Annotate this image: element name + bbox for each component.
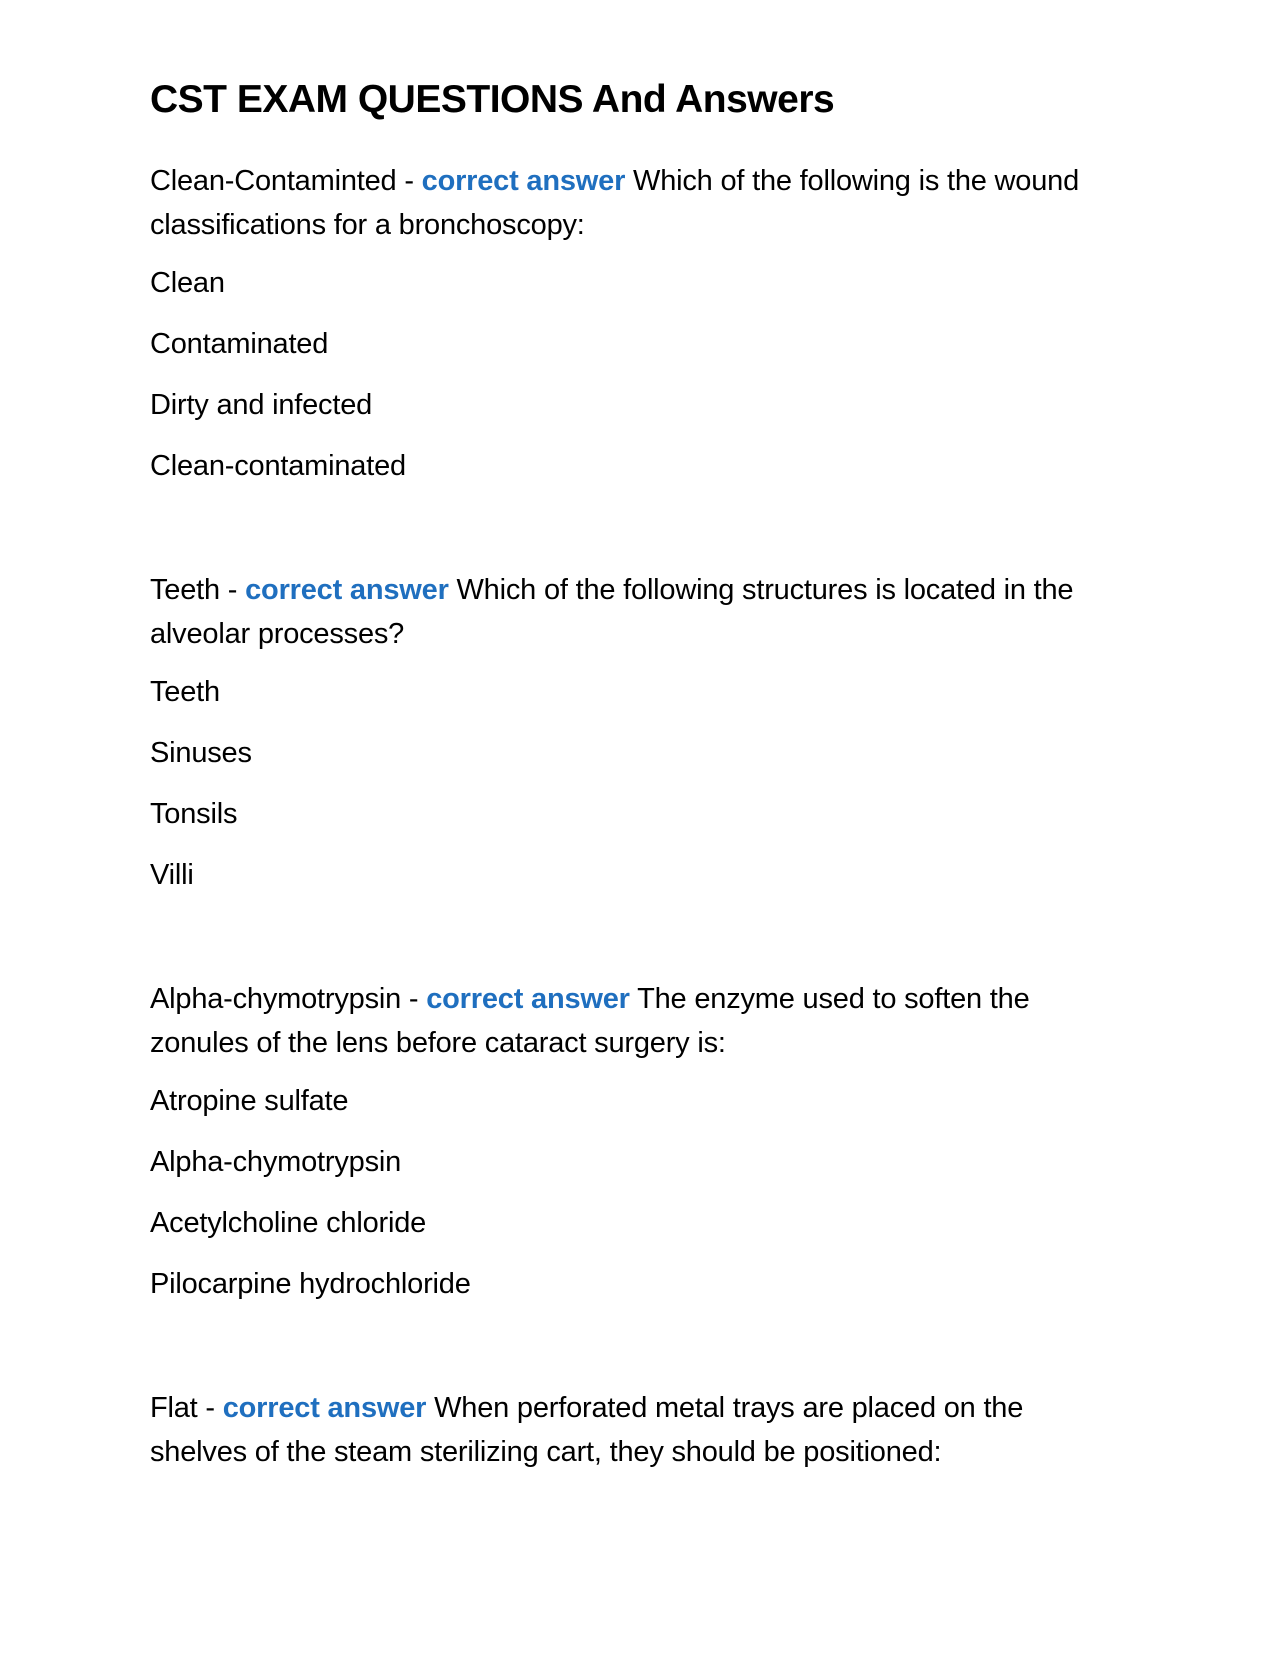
correct-answer-label: correct answer bbox=[421, 165, 626, 197]
question-text bbox=[150, 159, 1110, 247]
options-list bbox=[150, 670, 1110, 914]
separator: - bbox=[219, 574, 246, 606]
question-prompt: Which of the following structures is located in the alveolar processes? bbox=[150, 574, 1074, 650]
options-list bbox=[150, 261, 1110, 505]
separator: - bbox=[396, 165, 422, 197]
question-text bbox=[150, 1386, 1110, 1474]
option-item: Teeth bbox=[150, 676, 220, 708]
correct-answer-label: correct answer bbox=[426, 983, 630, 1015]
option-item: Villi bbox=[150, 859, 194, 891]
options-list bbox=[150, 1079, 1110, 1323]
option-item: Dirty and infected bbox=[150, 389, 373, 421]
answer-text: Teeth bbox=[150, 574, 220, 606]
correct-answer-label: correct answer bbox=[245, 574, 449, 606]
question-block bbox=[150, 1386, 1110, 1474]
option-item: Acetylcholine chloride bbox=[150, 1207, 427, 1239]
option-item: Pilocarpine hydrochloride bbox=[150, 1268, 471, 1300]
option-item: Atropine sulfate bbox=[150, 1085, 349, 1117]
option-item: Clean-contaminated bbox=[150, 450, 406, 482]
option-item: Alpha-chymotrypsin bbox=[150, 1146, 402, 1178]
question-prompt: When perforated metal trays are placed on the shelves of the steam sterilizing cart, they should be positioned: bbox=[150, 1392, 1024, 1468]
answer-text: Flat bbox=[150, 1392, 198, 1424]
option-item: Contaminated bbox=[150, 328, 329, 360]
separator: - bbox=[197, 1392, 223, 1424]
answer-text: Clean-Contaminted bbox=[150, 165, 397, 197]
document-title: CST EXAM QUESTIONS And Answers bbox=[150, 78, 835, 121]
question-text bbox=[150, 977, 1110, 1065]
question-block bbox=[150, 568, 1110, 914]
answer-text: Alpha-chymotrypsin bbox=[150, 983, 402, 1015]
correct-answer-label: correct answer bbox=[222, 1392, 427, 1424]
question-block bbox=[150, 977, 1110, 1323]
separator: - bbox=[401, 983, 427, 1015]
option-item: Sinuses bbox=[150, 737, 252, 769]
option-item: Tonsils bbox=[150, 798, 238, 830]
question-block bbox=[150, 159, 1110, 505]
question-text bbox=[150, 568, 1110, 656]
option-item: Clean bbox=[150, 267, 225, 299]
question-prompt: The enzyme used to soften the zonules of the lens before cataract surgery is: bbox=[150, 983, 1030, 1059]
question-prompt: Which of the following is the wound classifications for a bronchoscopy: bbox=[150, 165, 1080, 241]
